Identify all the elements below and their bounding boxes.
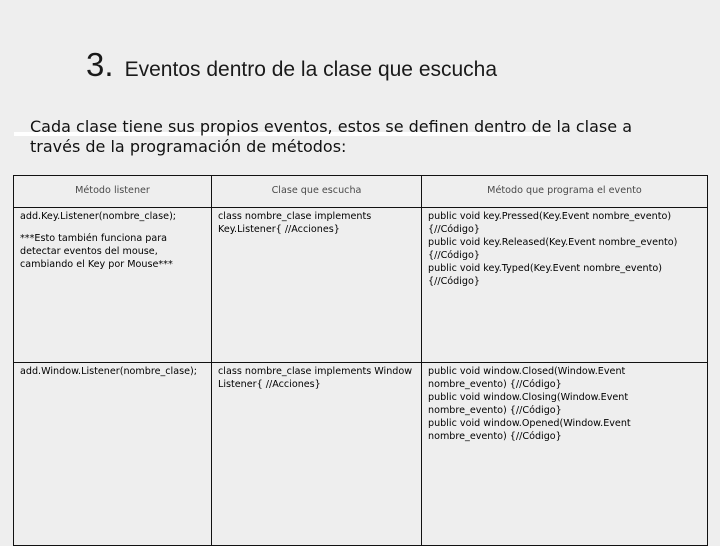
table-row — [14, 208, 708, 363]
event-method: public void window.Closing(Window.Event nombre_evento) {//Código} — [428, 392, 629, 416]
cell-listener — [14, 363, 212, 546]
slide-title — [86, 46, 497, 84]
header-metodo-listener: Método listener — [14, 176, 212, 208]
table-header-row — [14, 176, 708, 208]
event-method: public void key.Typed(Key.Event nombre_evento) {//Código} — [428, 263, 662, 287]
cell-listener — [14, 208, 212, 363]
cell-clase — [212, 363, 422, 546]
listener-method: add.Window.Listener(nombre_clase); — [20, 366, 197, 377]
event-method: public void key.Pressed(Key.Event nombre_evento) {//Código} — [428, 211, 672, 235]
intro-paragraph: Cada clase tiene sus propios eventos, estos se definen dentro de la clase a través de la programación de métodos: — [30, 117, 632, 156]
cell-clase — [212, 208, 422, 363]
event-method: public void window.Opened(Window.Event nombre_evento) {//Código} — [428, 418, 631, 442]
header-clase-que-escucha: Clase que escucha — [212, 176, 422, 208]
class-declaration: class nombre_clase implements Key.Listener{ //Acciones} — [218, 211, 372, 235]
title-number: 3. — [86, 46, 114, 83]
event-method: public void key.Released(Key.Event nombre_evento) {//Código} — [428, 237, 678, 261]
listener-method: add.Key.Listener(nombre_clase); — [20, 211, 177, 222]
cell-metodos — [422, 363, 708, 546]
header-metodo-evento: Método que programa el evento — [422, 176, 708, 208]
class-declaration: class nombre_clase implements Window Listener{ //Acciones} — [218, 366, 413, 390]
cell-metodos — [422, 208, 708, 363]
listener-note: ***Esto también funciona para detectar eventos del mouse, cambiando el Key por Mouse*** — [20, 233, 173, 270]
title-text: Eventos dentro de la clase que escucha — [124, 58, 498, 81]
events-table — [13, 175, 708, 546]
event-method: public void window.Closed(Window.Event nombre_evento) {//Código} — [428, 366, 626, 390]
table-row — [14, 363, 708, 546]
